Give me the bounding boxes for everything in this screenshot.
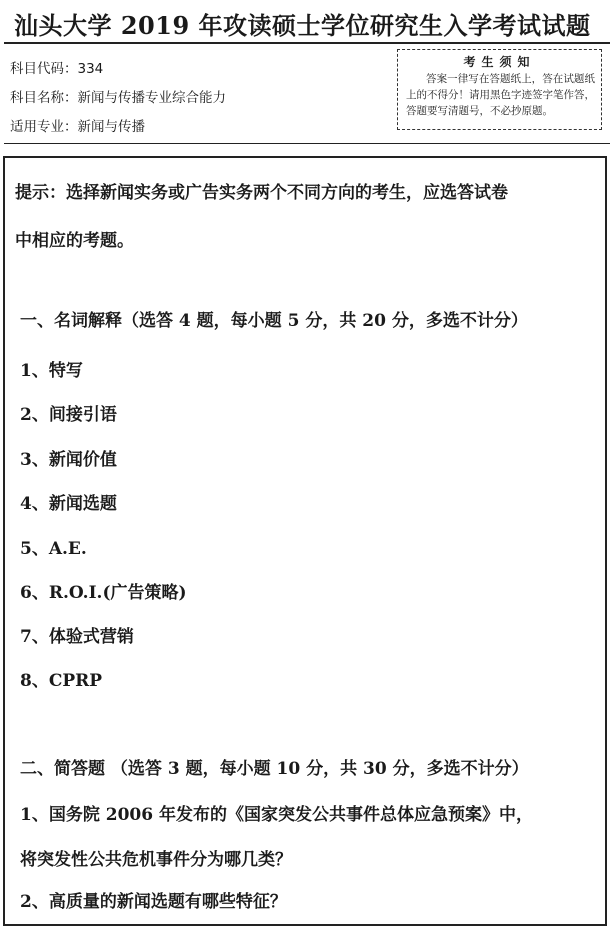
header-rule (4, 42, 610, 44)
section1-item: 7、体验式营销 (20, 627, 134, 647)
section2-question-2: 2、高质量的新闻选题有哪些特征？ (20, 892, 287, 912)
subject-name: 科目名称：新闻与传播专业综合能力 (10, 90, 226, 106)
subject-code: 科目代码：334 (10, 61, 104, 77)
exam-title: 汕头大学 2019 年攻读硕士学位研究生入学考试试题 (14, 11, 591, 40)
section1-heading: 一、名词解释（选答 4 题，每小题 5 分，共 20 分，多选不计分） (20, 311, 528, 331)
section2-question-1-line-1: 1、国务院 2006 年发布的《国家突发公共事件总体应急预案》中， (20, 805, 533, 825)
section2-heading: 二、简答题 （选答 3 题，每小题 10 分，共 30 分，多选不计分） (20, 759, 529, 779)
hint-line-1: 提示：选择新闻实务或广告实务两个不同方向的考生，应选答试卷 (15, 183, 508, 203)
section1-item: 6、R.O.I.(广告策略) (20, 583, 187, 603)
notice-text: 答案一律写在答题纸上，答在试题纸上的不得分！请用黑色字迹签字笔作答，答题要写清题号，不必抄原题。 (406, 73, 595, 117)
notice-title: 考生须知 (463, 55, 536, 69)
section1-item: 8、CPRP (20, 671, 103, 691)
hint-line-2: 中相应的考题。 (15, 231, 134, 251)
section-divider (4, 143, 610, 144)
applicable-major: 适用专业：新闻与传播 (10, 119, 145, 135)
section1-item: 5、A.E. (20, 539, 87, 559)
candidate-notice-box (397, 49, 602, 130)
section1-item: 3、新闻价值 (20, 450, 117, 470)
section1-item: 1、特写 (20, 361, 83, 381)
section1-item: 2、间接引语 (20, 405, 117, 425)
section1-item: 4、新闻选题 (20, 494, 117, 514)
section2-question-1-line-2: 将突发性公共危机事件分为哪几类？ (20, 850, 292, 870)
